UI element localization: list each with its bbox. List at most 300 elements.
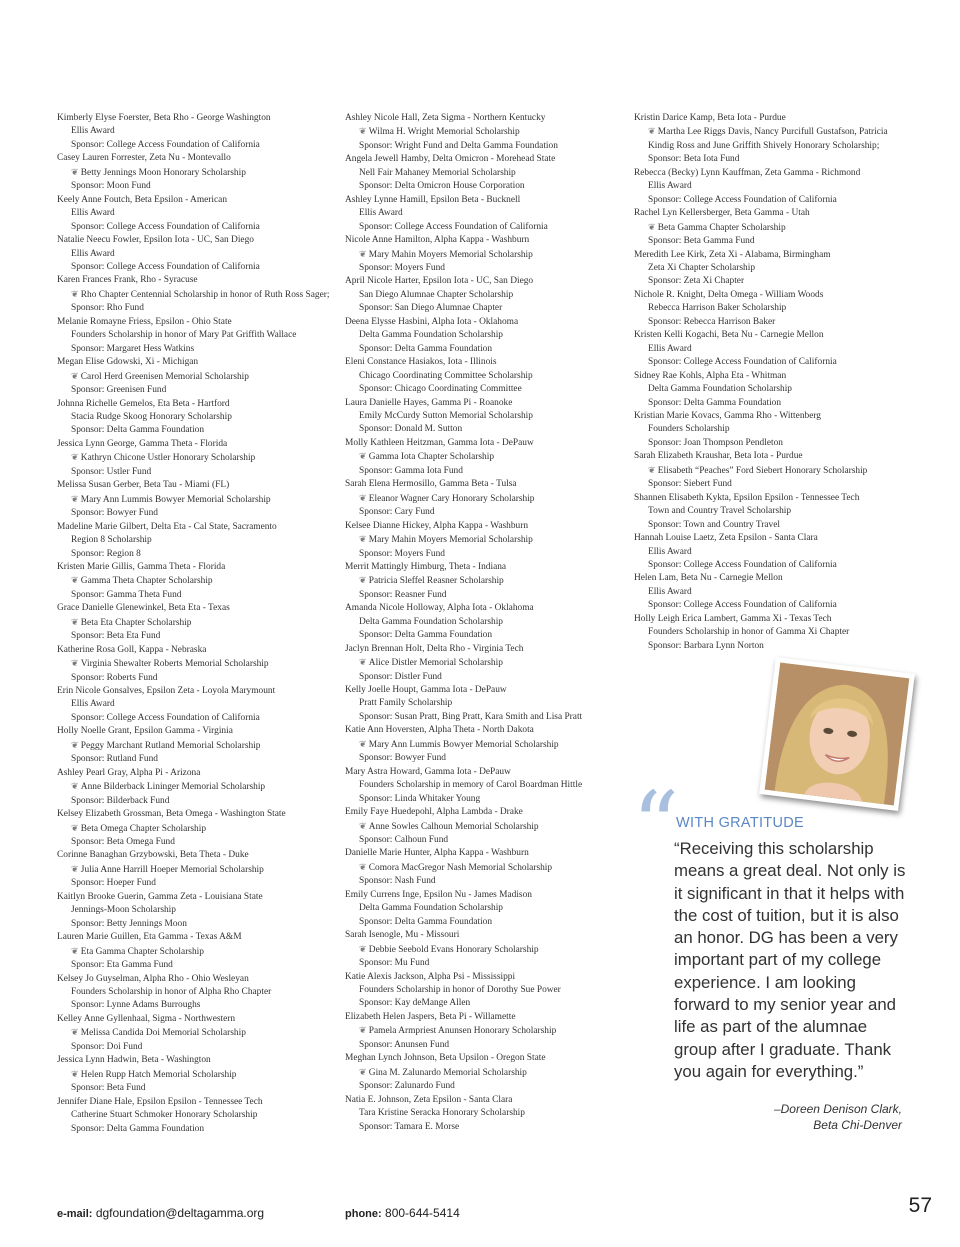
award-name: Nell Fair Mahaney Memorial Scholarship xyxy=(359,167,516,178)
sponsor-line: Sponsor: Betty Jennings Moon xyxy=(71,918,187,929)
leaf-icon: ❦ xyxy=(71,166,81,177)
award-name: Rebecca Harrison Baker Scholarship xyxy=(648,303,787,314)
recipient-name: Mary Astra Howard, Gamma Iota - DePauw xyxy=(345,766,511,777)
award-line xyxy=(634,546,909,559)
award-name: Delta Gamma Foundation Scholarship xyxy=(359,330,503,341)
quote-title: WITH GRATITUDE xyxy=(676,815,804,831)
award-name: Elisabeth “Peaches” Ford Siebert Honorary Scholarship xyxy=(657,465,868,476)
scholarship-entry xyxy=(57,849,335,890)
recipient-name: Sarah Isenogle, Mu - Missouri xyxy=(345,930,460,941)
sponsor-line: Sponsor: Joan Thompson Pendleton xyxy=(648,437,783,448)
sponsor-line: Sponsor: Delta Gamma Foundation xyxy=(648,397,782,408)
sponsor-line: Sponsor: Gamma Theta Fund xyxy=(71,589,182,600)
award-line xyxy=(57,534,335,547)
recipient-name: Katie Alexis Jackson, Alpha Psi - Mississippi xyxy=(345,971,516,982)
award-name: Alice Distler Memorial Scholarship xyxy=(368,658,503,669)
scholarship-entry xyxy=(345,684,625,724)
award-line xyxy=(57,698,335,711)
scholarship-entry xyxy=(345,437,625,478)
award-line xyxy=(57,986,335,999)
award-line xyxy=(345,738,625,752)
recipient-name: Katherine Rosa Goll, Kappa - Nebraska xyxy=(57,644,207,655)
award-line xyxy=(57,207,335,220)
leaf-icon: ❦ xyxy=(71,863,81,874)
scholarship-entry xyxy=(634,450,909,491)
scholarship-entry xyxy=(345,889,625,929)
award-name: Virginia Shewalter Roberts Memorial Scholarship xyxy=(80,659,269,670)
award-name: Ellis Award xyxy=(359,208,403,219)
recipient-name: Madeline Marie Gilbert, Delta Eta - Cal State, Sacramento xyxy=(57,521,277,532)
award-name: Catherine Stuart Schmoker Honorary Scholarship xyxy=(71,1110,258,1121)
award-line xyxy=(57,451,335,465)
sponsor-line: Sponsor: Mu Fund xyxy=(359,958,430,969)
scholarship-entry xyxy=(57,521,335,561)
scholarship-entry xyxy=(345,356,625,396)
sponsor-line: Sponsor: Siebert Fund xyxy=(648,479,732,490)
award-line xyxy=(345,370,625,383)
award-line xyxy=(57,904,335,917)
sponsor-line: Sponsor: Delta Gamma Foundation xyxy=(359,630,493,641)
award-line xyxy=(634,125,909,166)
scholarship-entry xyxy=(345,561,625,602)
sponsor-line: Sponsor: College Access Foundation of California xyxy=(359,221,548,232)
scholarship-entry xyxy=(634,329,909,369)
leaf-icon: ❦ xyxy=(71,1068,81,1079)
scholarship-entry xyxy=(57,234,335,274)
footer-phone xyxy=(345,1206,460,1220)
sponsor-line: Sponsor: Delta Omicron House Corporation xyxy=(359,181,525,192)
sponsor-line: Sponsor: Delta Gamma Foundation xyxy=(359,343,493,354)
recipient-name: Corinne Banaghan Grzybowski, Beta Theta - Duke xyxy=(57,850,249,861)
award-line xyxy=(57,822,335,836)
award-line xyxy=(345,492,625,506)
award-line xyxy=(57,288,335,316)
award-name: Jennings-Moon Scholarship xyxy=(71,905,176,916)
award-line xyxy=(345,616,625,629)
award-name: Pratt Family Scholarship xyxy=(359,698,453,709)
award-line xyxy=(345,574,625,588)
recipient-name: Melanie Romayne Friess, Epsilon - Ohio State xyxy=(57,316,232,327)
leaf-icon: ❦ xyxy=(359,657,369,668)
scholarship-entry xyxy=(57,112,335,152)
award-line xyxy=(345,207,625,220)
award-name: Founders Scholarship in honor of Mary Pat Griffith Wallace xyxy=(71,330,297,341)
award-name: Chicago Coordinating Committee Scholarship xyxy=(359,370,533,381)
leaf-icon: ❦ xyxy=(71,370,81,381)
award-name: Ellis Award xyxy=(71,126,115,137)
recipient-name: Ashley Lynne Hamill, Epsilon Beta - Bucknell xyxy=(345,194,521,205)
leaf-icon: ❦ xyxy=(359,126,369,137)
leaf-icon: ❦ xyxy=(359,820,369,831)
award-name: Ellis Award xyxy=(71,699,115,710)
recipient-name: Nichole R. Knight, Delta Omega - William Woods xyxy=(634,289,824,300)
award-name: Mary Mahin Moyers Memorial Scholarship xyxy=(368,535,533,546)
award-name: Town and Country Travel Scholarship xyxy=(648,506,792,517)
award-line xyxy=(634,626,909,639)
recipient-name: Kaitlyn Brooke Guerin, Gamma Zeta - Louisiana State xyxy=(57,891,263,902)
sponsor-line: Sponsor: Anunsen Fund xyxy=(359,1039,450,1050)
award-line xyxy=(345,450,625,464)
scholarship-entry xyxy=(57,561,335,602)
scholarship-entry xyxy=(345,316,625,356)
sponsor-line: Sponsor: Doi Fund xyxy=(71,1041,143,1052)
sponsor-line: Sponsor: Moon Fund xyxy=(71,181,151,192)
award-line xyxy=(57,574,335,588)
award-name: Betty Jennings Moon Honorary Scholarship xyxy=(80,167,246,178)
sponsor-line: Sponsor: Roberts Fund xyxy=(71,672,158,683)
scholarship-entry xyxy=(57,152,335,193)
scholarship-entry xyxy=(57,644,335,685)
leaf-icon: ❦ xyxy=(359,451,369,462)
recipient-name: Kristen Kelli Kogachi, Beta Nu - Carnegie Mellon xyxy=(634,330,824,341)
sponsor-line: Sponsor: Delta Gamma Foundation xyxy=(71,1123,205,1134)
award-name: Anne Sowles Calhoun Memorial Scholarship xyxy=(368,821,539,832)
scholarship-entry xyxy=(345,397,625,437)
leaf-icon: ❦ xyxy=(71,452,81,463)
scholarship-column-1 xyxy=(57,112,335,1136)
award-name: Gamma Theta Chapter Scholarship xyxy=(80,576,213,587)
sponsor-line: Sponsor: College Access Foundation of California xyxy=(71,261,260,272)
recipient-name: Kelley Anne Gyllenhaal, Sigma - Northwestern xyxy=(57,1013,236,1024)
award-line xyxy=(57,125,335,138)
sponsor-line: Sponsor: Rutland Fund xyxy=(71,754,158,765)
scholarship-entry xyxy=(345,1011,625,1052)
award-name: Delta Gamma Foundation Scholarship xyxy=(648,384,792,395)
recipient-name: Angela Jewell Hamby, Delta Omicron - Morehead State xyxy=(345,154,556,165)
sponsor-line: Sponsor: Town and Country Travel xyxy=(648,519,780,530)
sponsor-line: Sponsor: Zeta Xi Chapter xyxy=(648,276,745,287)
scholarship-entry xyxy=(634,370,909,410)
leaf-icon: ❦ xyxy=(71,658,81,669)
scholarship-entry xyxy=(345,806,625,847)
scholarship-entry xyxy=(57,479,335,520)
recipient-name: Helen Lam, Beta Nu - Carnegie Mellon xyxy=(634,573,783,584)
leaf-icon: ❦ xyxy=(359,738,369,749)
leaf-icon: ❦ xyxy=(648,464,658,475)
recipient-name: Grace Danielle Glenewinkel, Beta Eta - Texas xyxy=(57,603,230,614)
attribution-name: –Doreen Denison Clark, xyxy=(773,1102,902,1116)
scholarship-entry xyxy=(345,275,625,315)
award-name: Kathryn Chicone Ustler Honorary Scholarship xyxy=(80,453,256,464)
award-line xyxy=(57,616,335,630)
scholarship-entry xyxy=(57,1096,335,1136)
award-name: Helen Rupp Hatch Memorial Scholarship xyxy=(80,1069,237,1080)
award-name: Founders Scholarship in memory of Carol Boardman Hittle xyxy=(359,780,583,791)
award-name: Pamela Armpriest Anunsen Honorary Scholarship xyxy=(368,1026,557,1037)
award-line xyxy=(634,505,909,518)
recipient-name: Jessica Lynn George, Gamma Theta - Florida xyxy=(57,438,228,449)
award-name: Anne Bilderback Lininger Memorial Scholarship xyxy=(80,782,266,793)
recipient-name: Shannen Elisabeth Kykta, Epsilon Epsilon - Tennessee Tech xyxy=(634,492,860,503)
recipient-name: Laura Danielle Hayes, Gamma Pi - Roanoke xyxy=(345,397,513,408)
award-name: Delta Gamma Foundation Scholarship xyxy=(359,903,503,914)
sponsor-line: Sponsor: Zalunardo Fund xyxy=(359,1081,455,1092)
recipient-name: Kelsey Jo Guyselman, Alpha Rho - Ohio Wesleyan xyxy=(57,973,249,984)
sponsor-line: Sponsor: Greenisen Fund xyxy=(71,385,167,396)
recipient-name: Johnna Richelle Gemelos, Eta Beta - Hartford xyxy=(57,398,230,409)
award-name: Mary Ann Lummis Bowyer Memorial Scholarship xyxy=(368,739,559,750)
recipient-name: Meredith Lee Kirk, Zeta Xi - Alabama, Birmingham xyxy=(634,249,831,260)
recipient-name: Sidney Rae Kohls, Alpha Eta - Whitman xyxy=(634,370,787,381)
sponsor-line: Sponsor: Cary Fund xyxy=(359,507,435,518)
recipient-name: Melissa Susan Gerber, Beta Tau - Miami (FL) xyxy=(57,480,230,491)
sponsor-line: Sponsor: College Access Foundation of California xyxy=(648,357,837,368)
sponsor-line: Sponsor: Susan Pratt, Bing Pratt, Kara Smith and Lisa Pratt xyxy=(359,711,583,722)
sponsor-line: Sponsor: Beta Omega Fund xyxy=(71,837,175,848)
scholarship-entry xyxy=(634,532,909,572)
scholarship-entry xyxy=(345,194,625,234)
award-line xyxy=(345,1066,625,1080)
recipient-name: Eleni Constance Hasiakos, Iota - Illinois xyxy=(345,357,497,368)
recipient-name: Kelsey Elizabeth Grossman, Beta Omega - Washington State xyxy=(57,809,286,820)
recipient-name: Holly Noelle Grant, Epsilon Gamma - Virginia xyxy=(57,726,233,737)
scholarship-entry xyxy=(57,602,335,643)
award-line xyxy=(345,984,625,997)
recipient-name: Kimberly Elyse Foerster, Beta Rho - George Washington xyxy=(57,113,271,123)
award-line xyxy=(634,180,909,193)
scholarship-entry xyxy=(345,847,625,888)
recipient-name: April Nicole Harter, Epsilon Iota - UC, San Diego xyxy=(345,276,534,287)
award-name: Ellis Award xyxy=(71,208,115,219)
sponsor-line: Sponsor: College Access Foundation of California xyxy=(71,139,260,150)
award-line xyxy=(57,1026,335,1040)
award-line xyxy=(634,221,909,235)
award-line xyxy=(345,167,625,180)
sponsor-line: Sponsor: Nash Fund xyxy=(359,876,436,887)
award-name: Founders Scholarship in honor of Dorothy Sue Power xyxy=(359,985,561,995)
sponsor-line: Sponsor: Ustler Fund xyxy=(71,466,152,477)
leaf-icon: ❦ xyxy=(71,575,81,586)
scholarship-column-2 xyxy=(345,112,625,1134)
award-line xyxy=(57,1068,335,1082)
recipient-name: Erin Nicole Gonsalves, Epsilon Zeta - Loyola Marymount xyxy=(57,686,276,697)
leaf-icon: ❦ xyxy=(359,492,369,503)
award-line xyxy=(57,370,335,384)
scholarship-entry xyxy=(345,112,625,153)
recipient-name: Natalie Neecu Fowler, Epsilon Iota - UC, San Diego xyxy=(57,235,254,246)
award-name: Eleanor Wagner Cary Honorary Scholarship xyxy=(368,493,535,504)
award-line xyxy=(345,410,625,423)
recipient-name: Kristin Darice Kamp, Beta Iota - Purdue xyxy=(634,113,786,123)
award-line xyxy=(345,1024,625,1038)
award-name: Gina M. Zalunardo Memorial Scholarship xyxy=(368,1067,527,1078)
recipient-name: Hannah Louise Laetz, Zeta Epsilon - Santa Clara xyxy=(634,533,818,544)
sponsor-line: Sponsor: College Access Foundation of California xyxy=(71,221,260,232)
scholarship-entry xyxy=(634,492,909,532)
sponsor-line: Sponsor: Kay deMange Allen xyxy=(359,998,471,1009)
recipient-name: Casey Lauren Forrester, Zeta Nu - Montevallo xyxy=(57,153,231,164)
leaf-icon: ❦ xyxy=(359,1025,369,1036)
award-line xyxy=(345,656,625,670)
scholarship-entry xyxy=(345,602,625,642)
recipient-name: Kristen Marie Gillis, Gamma Theta - Florida xyxy=(57,561,226,572)
scholarship-column-3 xyxy=(634,112,909,653)
award-name: Zeta Xi Chapter Scholarship xyxy=(648,262,756,273)
award-name: Wilma H. Wright Memorial Scholarship xyxy=(368,127,520,138)
leaf-icon: ❦ xyxy=(71,493,81,504)
scholarship-entry xyxy=(345,724,625,765)
award-name: Beta Gamma Chapter Scholarship xyxy=(657,222,786,233)
recipient-name: Lauren Marie Guillen, Eta Gamma - Texas A&M xyxy=(57,932,242,943)
scholarship-entry xyxy=(634,572,909,612)
scholarship-entry xyxy=(57,194,335,234)
scholarship-entry xyxy=(57,398,335,438)
scholarship-entry xyxy=(57,356,335,397)
recipient-name: Kelly Joelle Houpt, Gamma Iota - DePauw xyxy=(345,685,507,696)
recipient-name: Rebecca (Becky) Lynn Kauffman, Zeta Gamma - Richmond xyxy=(634,167,861,178)
scholarship-entry xyxy=(634,249,909,289)
recipient-name: Jennifer Diane Hale, Epsilon Epsilon - Tennessee Tech xyxy=(57,1096,263,1107)
leaf-icon: ❦ xyxy=(359,248,369,259)
award-name: Ellis Award xyxy=(648,586,692,597)
sponsor-line: Sponsor: Moyers Fund xyxy=(359,262,445,273)
scholarship-entry xyxy=(345,643,625,684)
sponsor-line: Sponsor: Eta Gamma Fund xyxy=(71,960,173,971)
scholarship-entry xyxy=(57,973,335,1013)
scholarship-entry xyxy=(634,289,909,329)
recipient-name: Karen Frances Frank, Rho - Syracuse xyxy=(57,275,198,286)
recipient-name: Molly Kathleen Heitzman, Gamma Iota - DePauw xyxy=(345,437,534,448)
sponsor-line: Sponsor: Bilderback Fund xyxy=(71,795,170,806)
sponsor-line: Sponsor: Hoeper Fund xyxy=(71,878,156,889)
award-line xyxy=(345,820,625,834)
leaf-icon: ❦ xyxy=(71,945,81,956)
leaf-icon: ❦ xyxy=(71,739,81,750)
quote-attribution xyxy=(774,1101,902,1133)
scholarship-entry xyxy=(345,766,625,806)
scholarship-entry xyxy=(345,1094,625,1134)
award-line xyxy=(634,586,909,599)
scholarship-entry xyxy=(345,929,625,970)
award-line xyxy=(57,780,335,794)
sponsor-line: Sponsor: Bowyer Fund xyxy=(359,753,446,764)
scholarship-entry xyxy=(57,931,335,972)
scholarship-entry xyxy=(345,153,625,193)
recipient-name: Meghan Lynch Johnson, Beta Upsilon - Oregon State xyxy=(345,1053,546,1064)
scholarship-entry xyxy=(345,520,625,561)
scholarship-entry xyxy=(57,891,335,931)
award-name: Founders Scholarship in honor of Gamma Xi Chapter xyxy=(648,627,850,638)
email-address[interactable]: dgfoundation@deltagamma.org xyxy=(95,1206,265,1220)
award-line xyxy=(345,289,625,302)
recipient-name: Megan Elise Gdowski, Xi - Michigan xyxy=(57,357,199,368)
sponsor-line: Sponsor: College Access Foundation of California xyxy=(71,712,260,723)
scholarship-entry xyxy=(57,685,335,725)
sponsor-line: Sponsor: College Access Foundation of California xyxy=(648,559,837,570)
recipient-name: Kelsee Dianne Hickey, Alpha Kappa - Washburn xyxy=(345,520,529,531)
scholarship-entry xyxy=(345,971,625,1011)
leaf-icon: ❦ xyxy=(359,1066,369,1077)
award-line xyxy=(634,262,909,275)
recipient-name: Ashley Pearl Gray, Alpha Pi - Arizona xyxy=(57,767,201,778)
award-line xyxy=(57,248,335,261)
award-name: Founders Scholarship in honor of Alpha Rho Chapter xyxy=(71,987,272,997)
award-name: Comora MacGregor Nash Memorial Scholarship xyxy=(368,862,553,873)
sponsor-line: Sponsor: Delta Gamma Foundation xyxy=(71,425,205,436)
leaf-icon: ❦ xyxy=(71,822,81,833)
recipient-name: Rachel Lyn Kellersberger, Beta Gamma - Utah xyxy=(634,208,810,219)
award-line xyxy=(634,464,909,478)
award-name: Carol Herd Greenisen Memorial Scholarship xyxy=(80,371,249,382)
sponsor-line: Sponsor: Beta Fund xyxy=(71,1083,146,1094)
award-line xyxy=(345,1107,625,1120)
award-name: Patricia Sleffel Reasner Scholarship xyxy=(368,576,504,587)
email-label: e-mail: xyxy=(57,1208,93,1220)
scholarship-entry xyxy=(634,167,909,207)
sponsor-line: Sponsor: Tamara E. Morse xyxy=(359,1121,460,1132)
scholarship-entry xyxy=(57,808,335,849)
recipient-name: Sarah Elizabeth Kraushar, Beta Iota - Purdue xyxy=(634,451,803,462)
award-line xyxy=(345,329,625,342)
award-name: Gamma Iota Chapter Scholarship xyxy=(368,452,495,463)
recipient-name: Keely Anne Foutch, Beta Epsilon - American xyxy=(57,194,228,205)
award-line xyxy=(57,945,335,959)
award-line xyxy=(345,697,625,710)
leaf-icon: ❦ xyxy=(71,781,81,792)
sponsor-line: Sponsor: Wright Fund and Delta Gamma Foundation xyxy=(359,140,558,151)
award-name: Beta Eta Chapter Scholarship xyxy=(80,617,192,628)
recipient-name: Deena Elysse Hasbini, Alpha Iota - Oklahoma xyxy=(345,316,519,327)
award-line xyxy=(345,779,625,792)
recipient-name: Ashley Nicole Hall, Zeta Sigma - Northern Kentucky xyxy=(345,113,546,123)
recipient-name: Elizabeth Helen Jaspers, Beta Pi - Willamette xyxy=(345,1011,516,1022)
sponsor-line: Sponsor: Beta Gamma Fund xyxy=(648,236,755,247)
recipient-name: Emily Faye Huedepohl, Alpha Lambda - Drake xyxy=(345,807,523,818)
award-name: San Diego Alumnae Chapter Scholarship xyxy=(359,289,514,300)
award-name: Mary Ann Lummis Bowyer Memorial Scholarship xyxy=(80,494,271,505)
sponsor-line: Sponsor: Beta Eta Fund xyxy=(71,631,161,642)
sponsor-line: Sponsor: Barbara Lynn Norton xyxy=(648,640,764,651)
sponsor-line: Sponsor: Lynne Adams Burroughs xyxy=(71,1000,201,1011)
award-name: Ellis Award xyxy=(648,546,692,557)
award-line xyxy=(345,943,625,957)
scholarship-entry xyxy=(57,725,335,766)
award-name: Eta Gamma Chapter Scholarship xyxy=(80,946,204,957)
sponsor-line: Sponsor: College Access Foundation of California xyxy=(648,194,837,205)
award-line xyxy=(345,861,625,875)
award-name: Peggy Marchant Rutland Memorial Scholarship xyxy=(80,740,261,751)
sponsor-line: Sponsor: San Diego Alumnae Chapter xyxy=(359,303,503,314)
sponsor-line: Sponsor: Bowyer Fund xyxy=(71,508,158,519)
award-name: Stacia Rudge Skoog Honorary Scholarship xyxy=(71,411,232,422)
award-line xyxy=(57,863,335,877)
scholarship-entry xyxy=(634,112,909,167)
leaf-icon: ❦ xyxy=(648,221,658,232)
quote-body: “Receiving this scholarship means a great deal. Not only is it significant in that it helps with the cost of tuition, but it is also an honor. DG has been a very important part of my college experience. I am looking forward to my senior year and life as part of the alumnae group after I graduate. Thank you again for everything.” xyxy=(674,839,906,1081)
scholarship-entry xyxy=(57,438,335,479)
award-name: Ellis Award xyxy=(71,248,115,259)
recipient-name: Nicole Anne Hamilton, Alpha Kappa - Washburn xyxy=(345,235,530,246)
award-name: Tara Kristine Seracka Honorary Scholarship xyxy=(359,1108,525,1119)
award-line xyxy=(345,533,625,547)
scholarship-entry xyxy=(345,478,625,519)
scholarship-entry xyxy=(634,207,909,248)
recipient-name: Jessica Lynn Hadwin, Beta - Washington xyxy=(57,1055,211,1066)
scholarship-entry xyxy=(634,613,909,653)
portrait-image xyxy=(765,663,910,806)
award-line xyxy=(57,166,335,180)
leaf-icon: ❦ xyxy=(359,861,369,872)
award-name: Region 8 Scholarship xyxy=(71,535,152,546)
leaf-icon: ❦ xyxy=(71,288,81,299)
award-line xyxy=(57,1109,335,1122)
award-name: Melissa Candida Doi Memorial Scholarship xyxy=(80,1028,246,1039)
sponsor-line: Sponsor: Rebecca Harrison Baker xyxy=(648,316,776,327)
recipient-photo xyxy=(759,657,915,811)
phone-label: phone: xyxy=(345,1208,382,1220)
leaf-icon: ❦ xyxy=(359,534,369,545)
leaf-icon: ❦ xyxy=(359,575,369,586)
